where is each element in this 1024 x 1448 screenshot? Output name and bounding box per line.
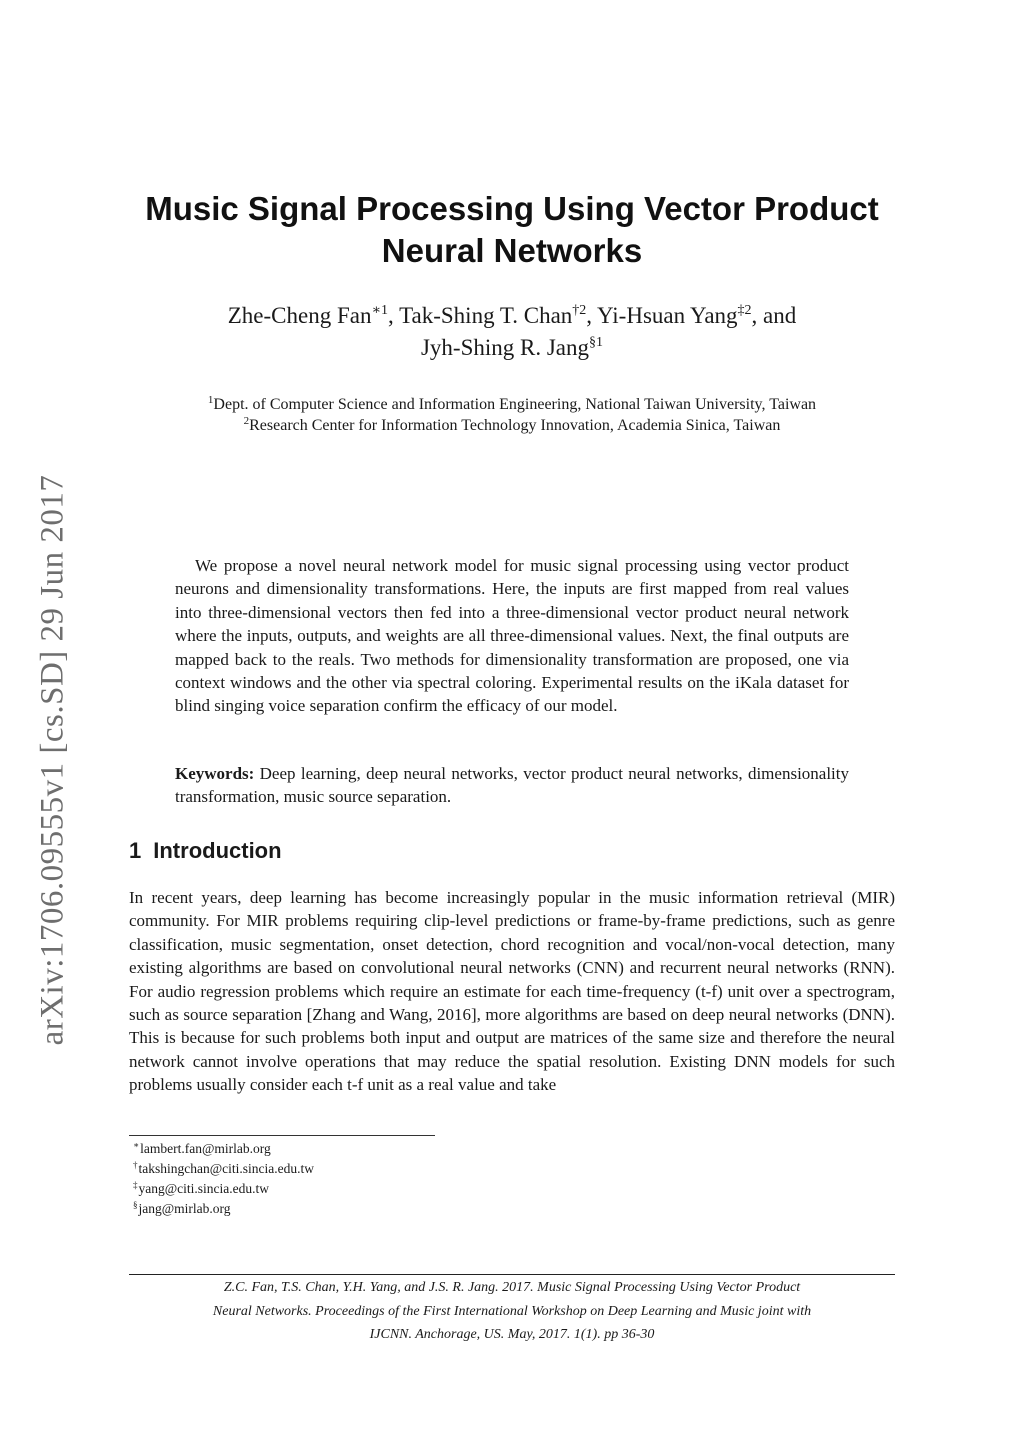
footnote-2	[133, 1159, 314, 1179]
title-line-1: Music Signal Processing Using Vector Product	[145, 190, 879, 227]
footnotes	[133, 1139, 314, 1219]
author-3: Yi-Hsuan Yang	[596, 303, 738, 328]
keywords-text: Deep learning, deep neural networks, vector product neural networks, dimensionality transformation, music source separation.	[175, 764, 850, 807]
citation-block	[129, 1276, 895, 1347]
footnote-1	[133, 1139, 314, 1159]
footnote-4-mark: §	[133, 1200, 138, 1210]
citation-line-3: IJCNN. Anchorage, US. May, 2017. 1(1). pp 36-30	[369, 1327, 655, 1342]
paper-title	[0, 188, 1024, 272]
author-4-mark: §1	[589, 335, 604, 350]
title-line-2: Neural Networks	[381, 232, 643, 269]
abstract: We propose a novel neural network model for music signal processing using vector product neurons and dimensionality transformations. Here, the inputs are first mapped from real values into three-dimensional vectors then fed into a three-dimensional vector product neural network where the inputs, outputs, and weights are all three-dimensional values. Next, the final outputs are mapped back to the reals. Two methods for dimensionality transformation are proposed, one via context windows and the other via spectral coloring. Experimental results on the iKala dataset for blind singing voice separation confirm the efficacy of our model.	[175, 556, 849, 716]
affiliation-2-mark: 2	[243, 415, 250, 427]
section-number: 1	[129, 838, 142, 863]
footnote-1-email: lambert.fan@mirlab.org	[140, 1141, 271, 1156]
footnote-4	[133, 1199, 314, 1219]
affiliation-1	[0, 394, 1024, 415]
affiliation-1-text: Dept. of Computer Science and Information Engineering, National Taiwan University, Taiwan	[213, 396, 817, 413]
affiliations	[0, 394, 1024, 436]
author-1: Zhe-Cheng Fan	[227, 303, 372, 328]
footnote-rule	[129, 1135, 435, 1136]
author-4: Jyh-Shing R. Jang	[420, 335, 590, 360]
author-3-mark: ‡2	[737, 303, 752, 318]
citation-line-2: Neural Networks. Proceedings of the First International Workshop on Deep Learning and Music joint with	[212, 1303, 812, 1319]
citation-line-1: Z.C. Fan, T.S. Chan, Y.H. Yang, and J.S. R. Jang. 2017. Music Signal Processing Using Vector Product	[223, 1280, 801, 1295]
author-2: Tak-Shing T. Chan	[399, 303, 573, 328]
author-2-mark: †2	[572, 303, 587, 318]
author-list: Zhe-Cheng Fan$^{∗1}$, Tak-Shing T. Chan$^{\dagger 2}$, Yi-Hsuan Yang$^{\ddagger 2}$, and Jyh-Shing R. Jang$^{\S 1}$	[227, 303, 797, 360]
footnote-1-mark: ∗	[133, 1140, 140, 1150]
affiliation-1-mark: 1	[207, 394, 214, 406]
affiliation-2	[0, 415, 1024, 436]
arxiv-identifier: arXiv:1706.09555v1 [cs.SD] 29 Jun 2017	[34, 474, 71, 1046]
footnote-4-email: jang@mirlab.org	[138, 1201, 231, 1216]
footnote-3-mark: ‡	[133, 1180, 138, 1190]
section-title: Introduction	[153, 838, 282, 863]
affiliation-2-text: Research Center for Information Technology Innovation, Academia Sinica, Taiwan	[249, 417, 781, 434]
introduction-paragraph: In recent years, deep learning has become increasingly popular in the music information retrieval (MIR) community. For MIR problems requiring clip-level predictions or frame-by-frame predictions, such as genre classification, music segmentation, onset detection, chord recognition and vocal/non-vocal detection, many existing algorithms are based on convolutional neural networks (CNN) and recurrent neural networks (RNN). For audio regression problems which require an estimate for each time-frequency (t-f) unit over a spectrogram, such as source separation [Zhang and Wang, 2016], more algorithms are based on deep neural networks (DNN). This is because for such problems both input and output are matrices of the same size and therefore the neural network cannot involve operations that may reduce the spatial resolution. Existing DNN models for such problems usually consider each t-f unit as a real value and take	[129, 888, 895, 1095]
author-conjunction: and	[763, 303, 797, 328]
keywords-label: Keywords:	[175, 764, 255, 783]
author-1-mark: ∗1	[371, 303, 388, 318]
footnote-3-email: yang@citi.sincia.edu.tw	[138, 1181, 270, 1196]
footnote-3	[133, 1179, 314, 1199]
footnote-2-email: takshingchan@citi.sincia.edu.tw	[138, 1161, 315, 1176]
section-heading	[129, 838, 282, 864]
footnote-2-mark: †	[133, 1160, 138, 1170]
keywords	[175, 762, 849, 809]
citation-rule	[129, 1274, 895, 1275]
